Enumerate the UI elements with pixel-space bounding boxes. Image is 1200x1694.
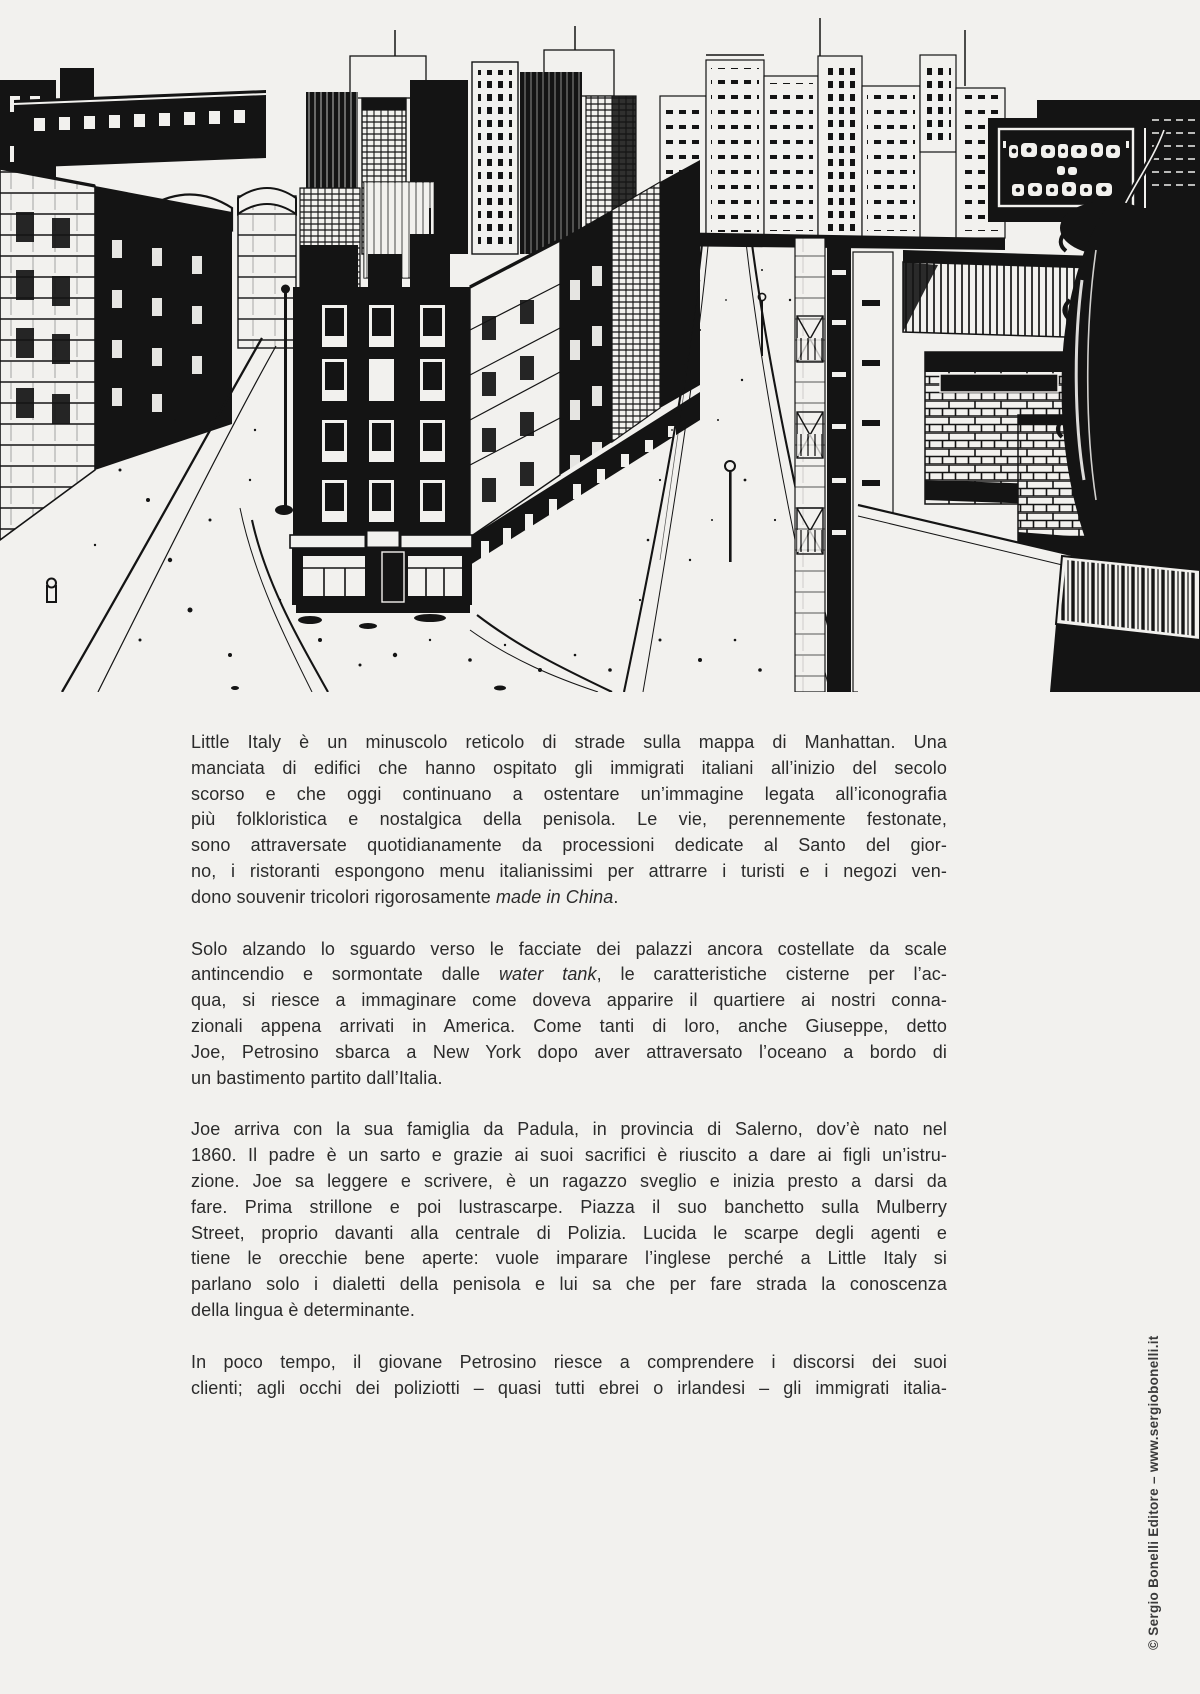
paragraph [191, 1350, 947, 1402]
text-line: Solo alzando lo sguardo verso le facciate dei palazzi ancora costellate da scale [191, 938, 947, 959]
text-line: più folkloristica e nostalgica della penisola. Le vie, perennemente festonate, [191, 809, 947, 830]
text-line: fare. Prima strillone e poi lustrascarpe. Piazza il suo banchetto sulla Mulberry [191, 1196, 947, 1217]
text-line: un bastimento partito dall’Italia. [191, 1067, 443, 1088]
text-line: zionali appena arrivati in America. Come tanti di loro, anche Giuseppe, detto [191, 1015, 947, 1036]
text-line: Little Italy è un minuscolo reticolo di strade sulla mappa di Manhattan. Una [191, 732, 947, 752]
text-line: della lingua è determinante. [191, 1299, 415, 1320]
text-line: zione. Joe sa leggere e scrivere, è un ragazzo sveglio e inizia presto a darsi da [191, 1170, 947, 1191]
text-line: In poco tempo, il giovane Petrosino riesce a comprendere i discorsi dei suoi [191, 1351, 947, 1372]
street-illustration [0, 0, 1200, 692]
text-line: Street, proprio davanti alla centrale di Polizia. Lucida le scarpe degli agenti e [191, 1222, 947, 1243]
paragraph [191, 1117, 947, 1323]
text-line: no, i ristoranti espongono menu italianissimi per attrarre i turisti e i negozi ven- [191, 860, 947, 881]
paragraph [191, 937, 947, 1092]
text-line: manciata di edifici che hanno ospitato gli immigrati italiani all’inizio del secolo [191, 757, 947, 778]
text-line: Joe arriva con la sua famiglia da Padula, in provincia di Salerno, dov’è nato nel [191, 1119, 947, 1140]
left-buildings [0, 168, 232, 540]
text-line: qua, si riesce a immaginare come doveva apparire il quartiere ai nostri conna- [191, 990, 947, 1011]
paragraph [191, 730, 947, 911]
text-line: 1860. Il padre è un sarto e grazie ai suoi sacrifici è riuscito a dare ai figli un’istru- [191, 1145, 947, 1166]
corner-building [290, 208, 472, 629]
article-text [191, 730, 947, 1427]
text-line: parlano solo i dialetti della penisola e lui sa che per fare strada la conoscenza [191, 1274, 947, 1295]
text-line: tiene le orecchie bene aperte: vuole imparare l’inglese perché a Little Italy si [191, 1248, 947, 1269]
lamp-post-2 [725, 461, 735, 562]
text-line: dono souvenir tricolori rigorosamente made in China. [191, 886, 619, 907]
text-line: clienti; agli occhi dei poliziotti – quasi tutti ebrei o irlandesi – gli immigrati italia- [191, 1377, 947, 1398]
text-line: antincendio e sormontate dalle water tank, le caratteristiche cisterne per l’ac- [191, 964, 947, 985]
text-line: scorso e che oggi continuano a ostentare un’immagine legata all’iconografia [191, 783, 947, 804]
copyright-credit: © Sergio Bonelli Editore – www.sergiobonelli.it [1146, 1335, 1161, 1650]
fire-hydrant [47, 579, 56, 603]
text-line: sono attraversate quotidianamente da processioni dedicate al Santo del gior- [191, 835, 947, 856]
text-line: Joe, Petrosino sbarca a New York dopo aver attraversato l’oceano a bordo di [191, 1041, 947, 1062]
